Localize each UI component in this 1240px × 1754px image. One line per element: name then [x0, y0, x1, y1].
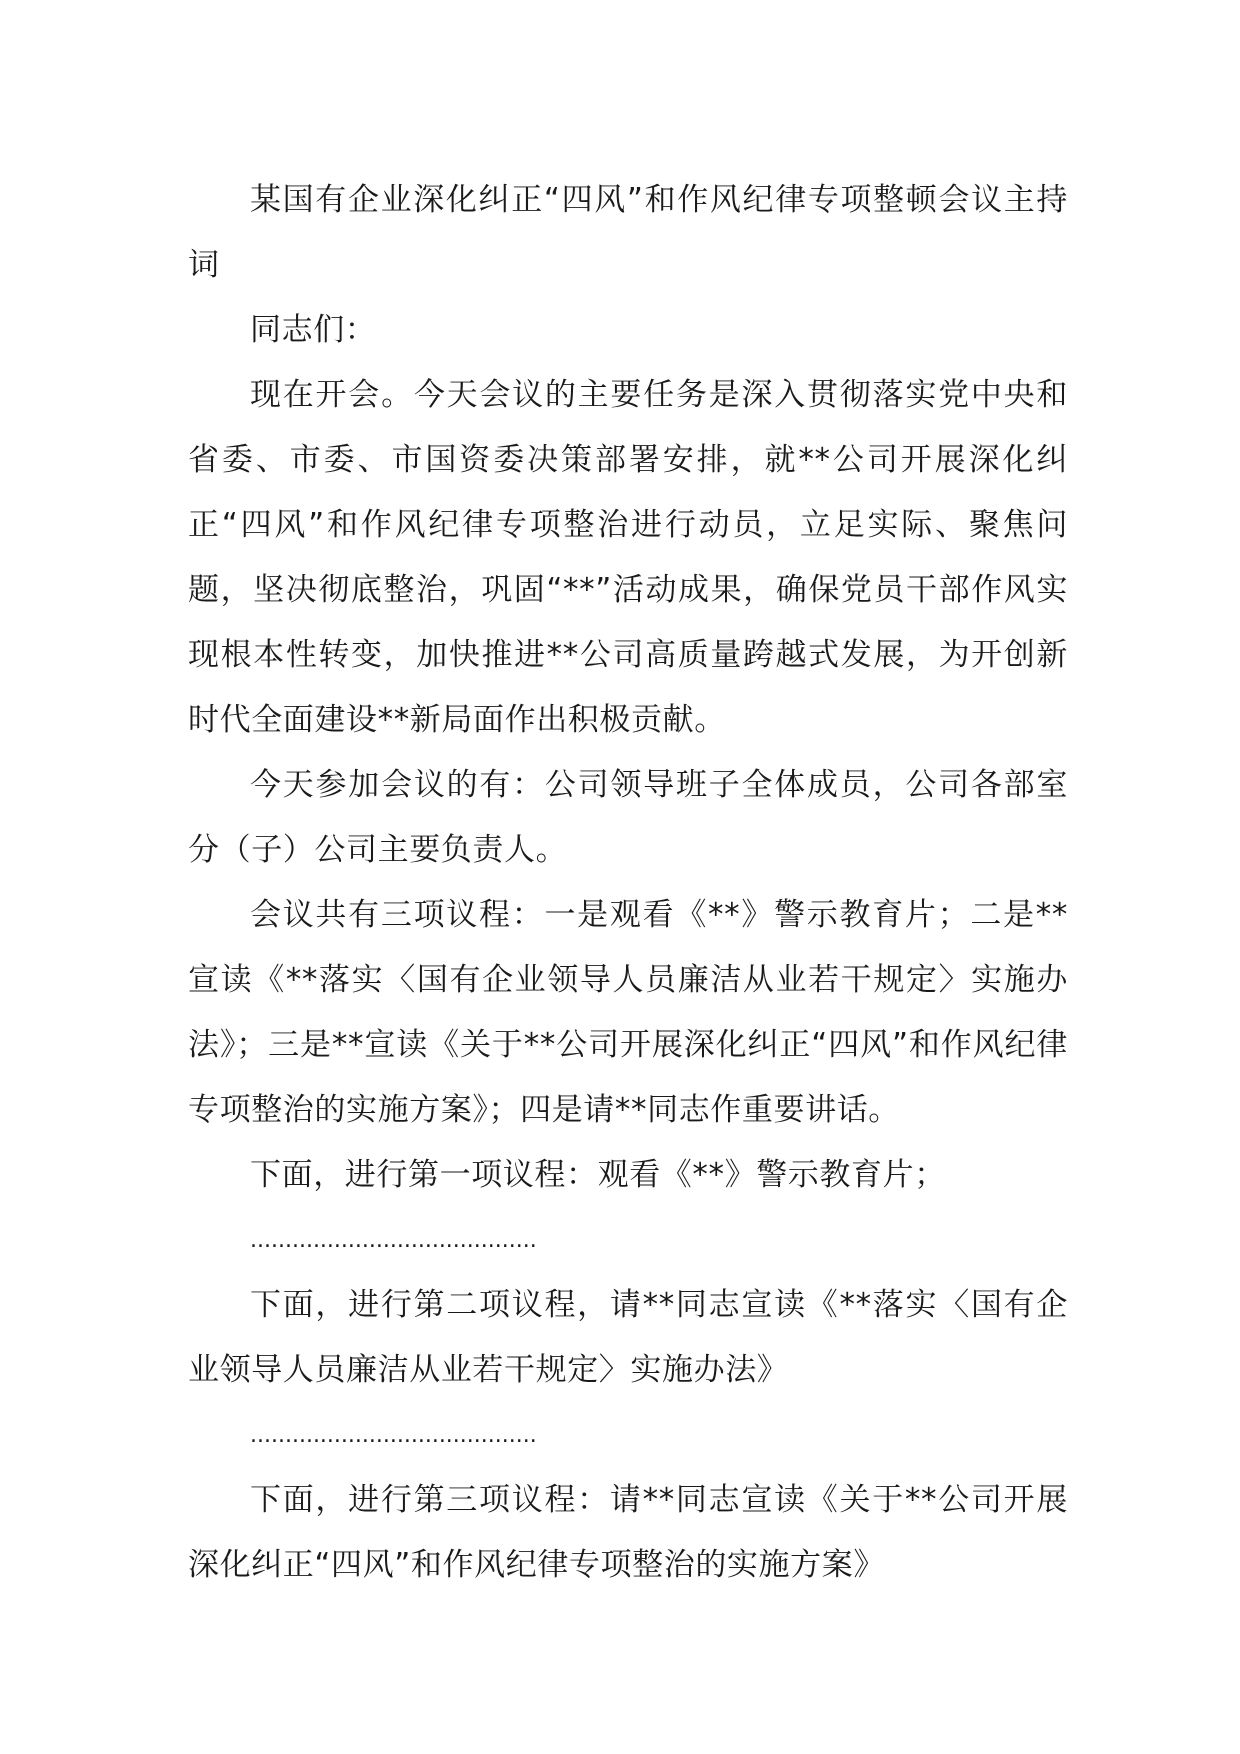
- agenda-item-2: 下面，进行第二项议程，请**同志宣读《**落实〈国有企业领导人员廉洁从业若干规定〉实施办法》: [188, 1287, 1068, 1388]
- salutation: 同志们：: [250, 312, 377, 348]
- ellipsis-divider: .........................................: [250, 1423, 537, 1448]
- agenda-item-1: 下面，进行第一项议程：观看《**》警示教育片；: [250, 1157, 946, 1193]
- document-title: 某国有企业深化纠正“四风”和作风纪律专项整顿会议主持词: [188, 182, 1068, 283]
- attendees-paragraph: 今天参加会议的有：公司领导班子全体成员，公司各部室分（子）公司主要负责人。: [188, 767, 1068, 868]
- opening-paragraph: 现在开会。今天会议的主要任务是深入贯彻落实党中央和省委、市委、市国资委决策部署安排，就**公司开展深化纠正“四风”和作风纪律专项整治进行动员，立足实际、聚焦问题，坚决彻底整治，巩固“**”活动成果，确保党员干部作风实现根本性转变，加快推进**公司高质量跨越式发展，为开创新时代全面建设**新局面作出积极贡献。: [188, 377, 1068, 738]
- agenda-item-3: 下面，进行第三项议程：请**同志宣读《关于**公司开展深化纠正“四风”和作风纪律专项整治的实施方案》: [188, 1482, 1068, 1583]
- ellipsis-divider: .........................................: [250, 1228, 537, 1253]
- agenda-paragraph: 会议共有三项议程：一是观看《**》警示教育片；二是**宣读《**落实〈国有企业领导人员廉洁从业若干规定〉实施办法》；三是**宣读《关于**公司开展深化纠正“四风”和作风纪律专项整治的实施方案》；四是请**同志作重要讲话。: [188, 897, 1068, 1128]
- document-body: [188, 168, 1068, 1598]
